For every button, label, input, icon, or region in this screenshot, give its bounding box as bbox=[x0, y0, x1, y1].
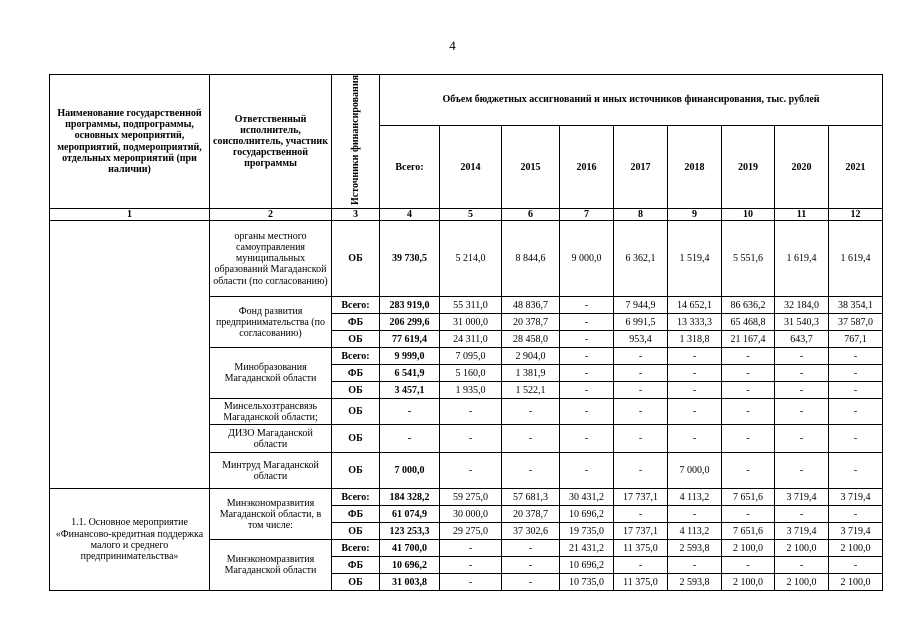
year-value-cell: 21 167,4 bbox=[722, 331, 775, 348]
program-cell bbox=[50, 221, 210, 489]
source-cell: Всего: bbox=[332, 348, 380, 365]
year-value-cell: 1 619,4 bbox=[829, 221, 883, 297]
executor-cell: Фонд развития предпринимательства (по согласованию) bbox=[210, 297, 332, 348]
year-value-cell: - bbox=[560, 453, 614, 489]
year-value-cell: - bbox=[502, 453, 560, 489]
year-value-cell: 30 000,0 bbox=[440, 506, 502, 523]
year-value-cell: 32 184,0 bbox=[775, 297, 829, 314]
year-value-cell: - bbox=[775, 399, 829, 425]
year-value-cell: - bbox=[440, 540, 502, 557]
year-value-cell: - bbox=[829, 399, 883, 425]
year-value-cell: 953,4 bbox=[614, 331, 668, 348]
executor-cell: ДИЗО Магаданской области bbox=[210, 425, 332, 453]
year-value-cell: - bbox=[668, 382, 722, 399]
program-cell: 1.1. Основное мероприятие «Финансово-кредитная поддержка малого и среднего предпринимательства» bbox=[50, 489, 210, 591]
year-value-cell: - bbox=[440, 574, 502, 591]
source-cell: ОБ bbox=[332, 331, 380, 348]
year-value-cell: - bbox=[502, 557, 560, 574]
year-value-cell: - bbox=[614, 506, 668, 523]
year-value-cell: - bbox=[502, 399, 560, 425]
column-number-10: 10 bbox=[722, 209, 775, 221]
year-value-cell: 7 000,0 bbox=[668, 453, 722, 489]
header-year-5: 2018 bbox=[668, 126, 722, 209]
year-value-cell: - bbox=[722, 453, 775, 489]
year-value-cell: - bbox=[614, 399, 668, 425]
total-cell: 61 074,9 bbox=[380, 506, 440, 523]
year-value-cell: 3 719,4 bbox=[829, 523, 883, 540]
year-value-cell: 1 318,8 bbox=[668, 331, 722, 348]
year-value-cell: 37 302,6 bbox=[502, 523, 560, 540]
year-value-cell: 767,1 bbox=[829, 331, 883, 348]
year-value-cell: - bbox=[668, 365, 722, 382]
year-value-cell: 20 378,7 bbox=[502, 506, 560, 523]
year-value-cell: 31 000,0 bbox=[440, 314, 502, 331]
column-number-8: 8 bbox=[614, 209, 668, 221]
year-value-cell: 10 696,2 bbox=[560, 506, 614, 523]
year-value-cell: - bbox=[668, 348, 722, 365]
header-year-1: 2014 bbox=[440, 126, 502, 209]
year-value-cell: - bbox=[775, 557, 829, 574]
year-value-cell: - bbox=[502, 540, 560, 557]
year-value-cell: 48 836,7 bbox=[502, 297, 560, 314]
column-number-6: 6 bbox=[502, 209, 560, 221]
column-number-4: 4 bbox=[380, 209, 440, 221]
total-cell: 41 700,0 bbox=[380, 540, 440, 557]
year-value-cell: 14 652,1 bbox=[668, 297, 722, 314]
header-numbers-row bbox=[50, 209, 883, 221]
year-value-cell: - bbox=[614, 453, 668, 489]
year-value-cell: - bbox=[614, 348, 668, 365]
year-value-cell: - bbox=[614, 425, 668, 453]
total-cell: 39 730,5 bbox=[380, 221, 440, 297]
header-year-0: Всего: bbox=[380, 126, 440, 209]
source-cell: Всего: bbox=[332, 297, 380, 314]
source-cell: ОБ bbox=[332, 382, 380, 399]
year-value-cell: 5 160,0 bbox=[440, 365, 502, 382]
year-value-cell: 2 100,0 bbox=[722, 540, 775, 557]
year-value-cell: - bbox=[440, 425, 502, 453]
table-body bbox=[50, 221, 883, 591]
year-value-cell: - bbox=[775, 506, 829, 523]
year-value-cell: - bbox=[722, 382, 775, 399]
column-number-3: 3 bbox=[332, 209, 380, 221]
column-number-5: 5 bbox=[440, 209, 502, 221]
year-value-cell: 2 100,0 bbox=[722, 574, 775, 591]
header-source-text: Источники финансирования bbox=[350, 75, 361, 205]
year-value-cell: 24 311,0 bbox=[440, 331, 502, 348]
year-value-cell: 10 735,0 bbox=[560, 574, 614, 591]
year-value-cell: 4 113,2 bbox=[668, 523, 722, 540]
year-value-cell: 1 935,0 bbox=[440, 382, 502, 399]
header-source bbox=[332, 75, 380, 209]
year-value-cell: - bbox=[440, 453, 502, 489]
header-year-3: 2016 bbox=[560, 126, 614, 209]
year-value-cell: - bbox=[722, 506, 775, 523]
year-value-cell: 2 904,0 bbox=[502, 348, 560, 365]
column-number-1: 1 bbox=[50, 209, 210, 221]
year-value-cell: - bbox=[614, 365, 668, 382]
year-value-cell: 4 113,2 bbox=[668, 489, 722, 506]
year-value-cell: 10 696,2 bbox=[560, 557, 614, 574]
year-value-cell: - bbox=[722, 348, 775, 365]
total-cell: - bbox=[380, 399, 440, 425]
source-cell: ФБ bbox=[332, 506, 380, 523]
total-cell: 9 999,0 bbox=[380, 348, 440, 365]
source-cell: Всего: bbox=[332, 540, 380, 557]
header-year-2: 2015 bbox=[502, 126, 560, 209]
year-value-cell: 7 651,6 bbox=[722, 489, 775, 506]
header-year-4: 2017 bbox=[614, 126, 668, 209]
year-value-cell: - bbox=[440, 399, 502, 425]
year-value-cell: - bbox=[829, 557, 883, 574]
year-value-cell: 31 540,3 bbox=[775, 314, 829, 331]
source-cell: ФБ bbox=[332, 365, 380, 382]
year-value-cell: 59 275,0 bbox=[440, 489, 502, 506]
total-cell: 10 696,2 bbox=[380, 557, 440, 574]
source-cell: ОБ bbox=[332, 399, 380, 425]
table-row bbox=[50, 221, 883, 297]
year-value-cell: - bbox=[560, 425, 614, 453]
year-value-cell: 55 311,0 bbox=[440, 297, 502, 314]
total-cell: - bbox=[380, 425, 440, 453]
year-value-cell: 19 735,0 bbox=[560, 523, 614, 540]
year-value-cell: 2 100,0 bbox=[775, 540, 829, 557]
year-value-cell: 2 100,0 bbox=[829, 540, 883, 557]
year-value-cell: 38 354,1 bbox=[829, 297, 883, 314]
executor-cell: Минобразования Магаданской области bbox=[210, 348, 332, 399]
year-value-cell: 3 719,4 bbox=[829, 489, 883, 506]
year-value-cell: - bbox=[560, 314, 614, 331]
executor-cell: Минэкономразвития Магаданской области bbox=[210, 540, 332, 591]
year-value-cell: - bbox=[775, 425, 829, 453]
year-value-cell: 3 719,4 bbox=[775, 489, 829, 506]
budget-table bbox=[49, 74, 883, 591]
source-cell: ОБ bbox=[332, 574, 380, 591]
year-value-cell: 9 000,0 bbox=[560, 221, 614, 297]
year-value-cell: 29 275,0 bbox=[440, 523, 502, 540]
year-value-cell: 57 681,3 bbox=[502, 489, 560, 506]
year-value-cell: - bbox=[775, 453, 829, 489]
year-value-cell: - bbox=[560, 365, 614, 382]
total-cell: 3 457,1 bbox=[380, 382, 440, 399]
source-cell: ФБ bbox=[332, 314, 380, 331]
year-value-cell: - bbox=[722, 399, 775, 425]
year-value-cell: 20 378,7 bbox=[502, 314, 560, 331]
year-value-cell: 3 719,4 bbox=[775, 523, 829, 540]
page-number: 4 bbox=[449, 38, 456, 53]
year-value-cell: - bbox=[614, 382, 668, 399]
year-value-cell: 1 381,9 bbox=[502, 365, 560, 382]
year-value-cell: 2 593,8 bbox=[668, 540, 722, 557]
header-year-7: 2020 bbox=[775, 126, 829, 209]
year-value-cell: - bbox=[775, 365, 829, 382]
total-cell: 123 253,3 bbox=[380, 523, 440, 540]
year-value-cell: - bbox=[614, 557, 668, 574]
year-value-cell: 28 458,0 bbox=[502, 331, 560, 348]
header-year-8: 2021 bbox=[829, 126, 883, 209]
table-row bbox=[50, 489, 883, 506]
source-cell: ОБ bbox=[332, 425, 380, 453]
year-value-cell: 5 214,0 bbox=[440, 221, 502, 297]
year-value-cell: - bbox=[560, 399, 614, 425]
year-value-cell: - bbox=[560, 382, 614, 399]
year-value-cell: - bbox=[560, 297, 614, 314]
executor-cell: органы местного самоуправления муниципальных образований Магаданской области (по согласованию) bbox=[210, 221, 332, 297]
year-value-cell: - bbox=[775, 348, 829, 365]
year-value-cell: - bbox=[560, 331, 614, 348]
header-program: Наименование государственной программы, подпрограммы, основных мероприятий, мероприятий, подмероприятий, отдельных мероприятий (при наличии) bbox=[50, 75, 210, 209]
year-value-cell: 643,7 bbox=[775, 331, 829, 348]
year-value-cell: 17 737,1 bbox=[614, 523, 668, 540]
year-value-cell: 8 844,6 bbox=[502, 221, 560, 297]
column-number-11: 11 bbox=[775, 209, 829, 221]
year-value-cell: - bbox=[829, 365, 883, 382]
executor-cell: Минсельхозтрансвязь Магаданской области; bbox=[210, 399, 332, 425]
year-value-cell: - bbox=[668, 506, 722, 523]
year-value-cell: 2 593,8 bbox=[668, 574, 722, 591]
source-cell: ОБ bbox=[332, 523, 380, 540]
column-number-9: 9 bbox=[668, 209, 722, 221]
year-value-cell: - bbox=[560, 348, 614, 365]
year-value-cell: 7 651,6 bbox=[722, 523, 775, 540]
column-number-7: 7 bbox=[560, 209, 614, 221]
total-cell: 77 619,4 bbox=[380, 331, 440, 348]
total-cell: 283 919,0 bbox=[380, 297, 440, 314]
year-value-cell: - bbox=[668, 425, 722, 453]
year-value-cell: 2 100,0 bbox=[829, 574, 883, 591]
year-value-cell: 11 375,0 bbox=[614, 540, 668, 557]
year-value-cell: - bbox=[829, 382, 883, 399]
year-value-cell: - bbox=[722, 425, 775, 453]
year-value-cell: - bbox=[775, 382, 829, 399]
executor-cell: Минтруд Магаданской области bbox=[210, 453, 332, 489]
executor-cell: Минэкономразвития Магаданской области, в том числе: bbox=[210, 489, 332, 540]
year-value-cell: 30 431,2 bbox=[560, 489, 614, 506]
source-cell: ФБ bbox=[332, 557, 380, 574]
year-value-cell: - bbox=[668, 399, 722, 425]
year-value-cell: - bbox=[502, 425, 560, 453]
column-number-2: 2 bbox=[210, 209, 332, 221]
source-cell: ОБ bbox=[332, 453, 380, 489]
total-cell: 6 541,9 bbox=[380, 365, 440, 382]
total-cell: 7 000,0 bbox=[380, 453, 440, 489]
header-volume: Объем бюджетных ассигнований и иных источников финансирования, тыс. рублей bbox=[380, 75, 883, 126]
year-value-cell: - bbox=[722, 557, 775, 574]
year-value-cell: - bbox=[502, 574, 560, 591]
total-cell: 184 328,2 bbox=[380, 489, 440, 506]
year-value-cell: - bbox=[440, 557, 502, 574]
year-value-cell: 21 431,2 bbox=[560, 540, 614, 557]
column-number-12: 12 bbox=[829, 209, 883, 221]
year-value-cell: 7 095,0 bbox=[440, 348, 502, 365]
total-cell: 206 299,6 bbox=[380, 314, 440, 331]
year-value-cell: 6 362,1 bbox=[614, 221, 668, 297]
source-cell: Всего: bbox=[332, 489, 380, 506]
year-value-cell: - bbox=[829, 425, 883, 453]
year-value-cell: 65 468,8 bbox=[722, 314, 775, 331]
year-value-cell: 1 522,1 bbox=[502, 382, 560, 399]
year-value-cell: 5 551,6 bbox=[722, 221, 775, 297]
header-executor: Ответственный исполнитель, соисполнитель, участник государственной программы bbox=[210, 75, 332, 209]
year-value-cell: 13 333,3 bbox=[668, 314, 722, 331]
year-value-cell: - bbox=[668, 557, 722, 574]
year-value-cell: 17 737,1 bbox=[614, 489, 668, 506]
total-cell: 31 003,8 bbox=[380, 574, 440, 591]
year-value-cell: 1 519,4 bbox=[668, 221, 722, 297]
year-value-cell: 37 587,0 bbox=[829, 314, 883, 331]
year-value-cell: 6 991,5 bbox=[614, 314, 668, 331]
year-value-cell: - bbox=[829, 506, 883, 523]
header-year-6: 2019 bbox=[722, 126, 775, 209]
year-value-cell: - bbox=[829, 453, 883, 489]
year-value-cell: 1 619,4 bbox=[775, 221, 829, 297]
year-value-cell: 2 100,0 bbox=[775, 574, 829, 591]
year-value-cell: 7 944,9 bbox=[614, 297, 668, 314]
year-value-cell: - bbox=[722, 365, 775, 382]
year-value-cell: 86 636,2 bbox=[722, 297, 775, 314]
year-value-cell: - bbox=[829, 348, 883, 365]
year-value-cell: 11 375,0 bbox=[614, 574, 668, 591]
source-cell: ОБ bbox=[332, 221, 380, 297]
